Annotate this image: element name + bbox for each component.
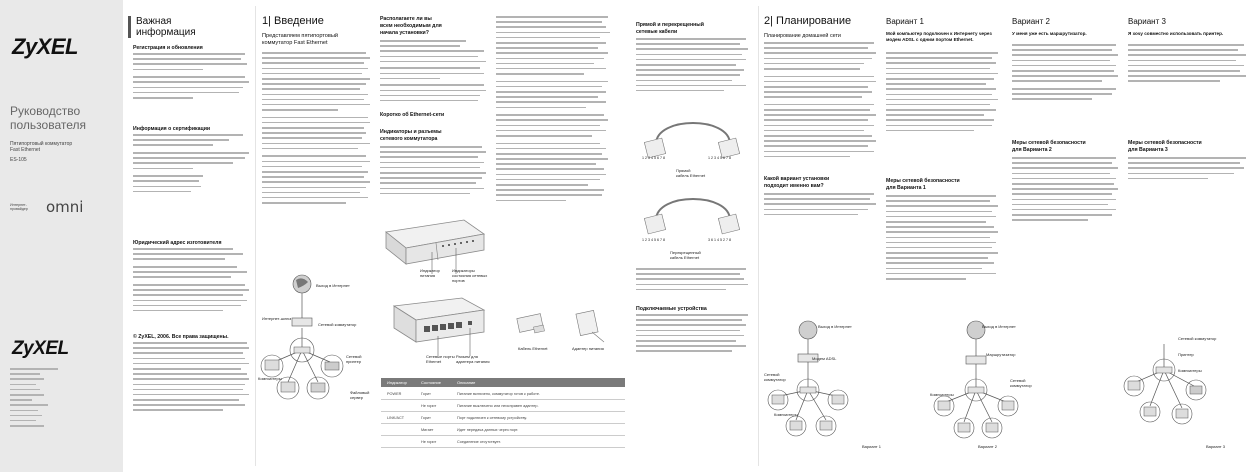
led-table-row (381, 400, 625, 412)
led-table-cell: Идет передача данных через порт. (457, 428, 519, 432)
variant2-measures-line2: для Варианта 2 (1012, 147, 1052, 153)
crossover-pins-left: 1 2 3 4 5 6 7 8 (642, 238, 665, 242)
cable-label: Кабель Ethernet (518, 346, 548, 351)
cables-text-2 (636, 268, 752, 294)
straight-cable-illustration (636, 110, 752, 176)
variant3-intro: Я хочу совместно использовать принтер. (1128, 31, 1224, 36)
section1-intro-line1: Представляем пятипортовый (262, 33, 339, 39)
variant-question-line1: Какой вариант установки (764, 176, 830, 182)
v1-modem-label: Модем ADSL (812, 356, 837, 361)
adapter-label: Адаптер питания (572, 346, 604, 351)
copyright-heading: © ZyXEL, 2006. Все права защищены. (133, 334, 229, 340)
straight-pins-right: 1 2 3 4 5 6 7 8 (708, 156, 731, 160)
v2-computers-label: Компьютеры (930, 392, 954, 397)
led-table-row (381, 388, 625, 400)
led-table-cell: Питание выключено или неисправен адаптер. (457, 404, 539, 408)
variant3-diagram-label: Вариант 3 (1206, 444, 1225, 449)
variant1-network-diagram (760, 316, 890, 452)
v2-switch-label: Сетевой коммутатор (1010, 378, 1032, 388)
indicators-heading-line2: сетевого коммутатора (380, 136, 438, 142)
manufacturer-heading: Юридический адрес изготовителя (133, 240, 222, 246)
info-heading-line1: Важная (136, 16, 172, 27)
led-table-col-indicator: Индикатор (387, 380, 407, 385)
variant1-text (886, 52, 1002, 135)
v3-computers-label: Компьютеры (1178, 368, 1202, 373)
straight-cable-label-line1: Прямой (676, 168, 691, 173)
cables-heading-line2: сетевые кабели (636, 29, 678, 35)
devices-heading: Подключаемые устройства (636, 306, 707, 312)
cable-and-adapter-illustration (512, 308, 612, 348)
led-table-col-state: Состояние (421, 380, 441, 385)
led-table-cell: Порт подключен к сетевому устройству. (457, 416, 527, 420)
v1-internet-label: Выход в Интернет (818, 324, 852, 329)
led-table-cell: Не горит (421, 404, 437, 408)
product-line2: Fast Ethernet (10, 147, 41, 153)
devices-text (636, 314, 752, 356)
zyxel-logo-bottom: ZyXEL (12, 338, 69, 359)
variant3-network-diagram (1120, 330, 1220, 450)
section1-intro-line2: коммутатор Fast Ethernet (262, 40, 328, 46)
variant1-intro: Мой компьютер подключен к Интернету через модем ADSL с одним портом Ethernet. (886, 31, 992, 42)
variant2-measures-line1: Меры сетевой безопасности (1012, 140, 1086, 146)
diagram-internet-label: Выход в Интернет (316, 283, 350, 288)
product-line1: Пятипортовый коммутатор (10, 141, 73, 147)
variant3-measures-text (1128, 157, 1252, 183)
v3-switch-label: Сетевой коммутатор (1178, 336, 1217, 341)
info-heading-line2: информация (136, 27, 196, 38)
checklist-text (380, 40, 490, 105)
model-number: ES-105 (10, 157, 27, 163)
variant1-measures-line2: для Варианта 1 (886, 185, 926, 191)
variant3-text (1128, 44, 1252, 86)
led-table-row (381, 436, 625, 448)
section1-body-text (262, 52, 372, 207)
registration-heading: Регистрация и обновления (133, 45, 203, 51)
led-table-cell: Горит (421, 416, 431, 420)
ethernet-text-col3 (496, 16, 616, 205)
variant3-measures-line2: для Варианта 3 (1128, 147, 1168, 153)
port-led-label: Индикаторы состояния сетевых портов (452, 268, 488, 283)
v2-router-label: Маршрутизатор (986, 352, 1016, 357)
power-led-label: Индикатор питания (420, 268, 440, 278)
crossover-cable-label-line2: кабель Ethernet (670, 255, 700, 260)
ethernet-ports-label: Сетевые порты Ethernet (426, 354, 455, 364)
led-table-cell: Питание включено, коммутатор готов к работе. (457, 392, 541, 396)
led-table-header (381, 378, 625, 387)
switch-rear-illustration (384, 296, 492, 362)
certification-heading: Информация о сертификации (133, 126, 211, 132)
checklist-heading-line2: всем необходимым для (380, 23, 442, 29)
section1-heading: 1| Введение (262, 15, 324, 27)
variant-question-text (764, 193, 880, 219)
diagram-switch-label: Сетевой коммутатор (318, 322, 357, 327)
heading-bar (128, 16, 131, 38)
straight-cable-label-line2: кабель Ethernet (676, 173, 706, 178)
contact-text-block (10, 368, 60, 430)
variant2-title: Вариант 2 (1012, 17, 1050, 26)
registration-text (133, 53, 251, 102)
power-jack-label: Разъем для адаптера питания (456, 354, 490, 364)
v3-printer-label: Принтер (1178, 352, 1194, 357)
manual-title-line1: Руководство (10, 104, 81, 118)
variant2-text (1012, 44, 1122, 103)
led-table-cell: LINK/ACT (387, 416, 405, 420)
checklist-heading-line3: начала установки? (380, 30, 429, 36)
crossover-cable-label-line1: Перекрещенный (670, 250, 701, 255)
zyxel-logo-top: ZyXEL (12, 34, 78, 59)
led-table-row (381, 424, 625, 436)
diagram-router-label: Интернет-шлюз (262, 316, 292, 321)
crossover-pins-right: 3 6 1 4 5 2 7 8 (708, 238, 731, 242)
omni-logo: omni (46, 198, 84, 216)
cables-heading-line1: Прямой и перекрещенный (636, 22, 704, 28)
variant2-diagram-label: Вариант 2 (978, 444, 997, 449)
v2-internet-label: Выход в Интернет (982, 324, 1016, 329)
led-table-cell: POWER (387, 392, 402, 396)
variant-question-line2: подходит именно вам? (764, 183, 824, 189)
led-table-cell: Не горит (421, 440, 437, 444)
section2-heading: 2| Планирование (764, 15, 852, 27)
variant1-measures-text (886, 195, 1002, 283)
diagram-server-label: Файловый сервер (350, 390, 370, 400)
ethernet-heading: Коротко об Ethernet-сети (380, 112, 445, 118)
variant2-intro: У меня уже есть маршрутизатор. (1012, 31, 1087, 36)
partner-tagline: Интернет-провайдер (10, 203, 28, 212)
variant2-measures-text (1012, 157, 1122, 224)
variant1-title: Вариант 1 (886, 17, 924, 26)
led-table-cell: Горит (421, 392, 431, 396)
variant3-title: Вариант 3 (1128, 17, 1166, 26)
variant1-diagram-label: Вариант 1 (862, 444, 881, 449)
column-divider (758, 6, 759, 466)
diagram-computers-label: Компьютеры (258, 376, 282, 381)
straight-pins-left: 1 2 3 4 5 6 7 8 (642, 156, 665, 160)
cables-text (636, 38, 752, 95)
v1-computers-label: Компьютеры (774, 412, 798, 417)
variant1-measures-line1: Меры сетевой безопасности (886, 178, 960, 184)
diagram-printer-label: Сетевой принтер (346, 354, 362, 364)
manufacturer-text (133, 248, 251, 315)
v1-switch-label: Сетевой коммутатор (764, 372, 786, 382)
planning-text (764, 42, 880, 161)
copyright-text (133, 342, 251, 415)
manual-title-line2: пользователя (10, 118, 86, 132)
led-table-row (381, 412, 625, 424)
indicators-heading-line1: Индикаторы и разъемы (380, 129, 442, 135)
planning-home-heading: Планирование домашней сети (764, 33, 841, 39)
variant3-measures-line1: Меры сетевой безопасности (1128, 140, 1202, 146)
led-table-cell: Соединение отсутствует. (457, 440, 501, 444)
led-table-cell: Мигает (421, 428, 434, 432)
indicators-text (380, 146, 490, 198)
certification-text (133, 134, 251, 196)
led-table-col-description: Описание (457, 380, 476, 385)
checklist-heading-line1: Располагаете ли вы (380, 16, 432, 22)
